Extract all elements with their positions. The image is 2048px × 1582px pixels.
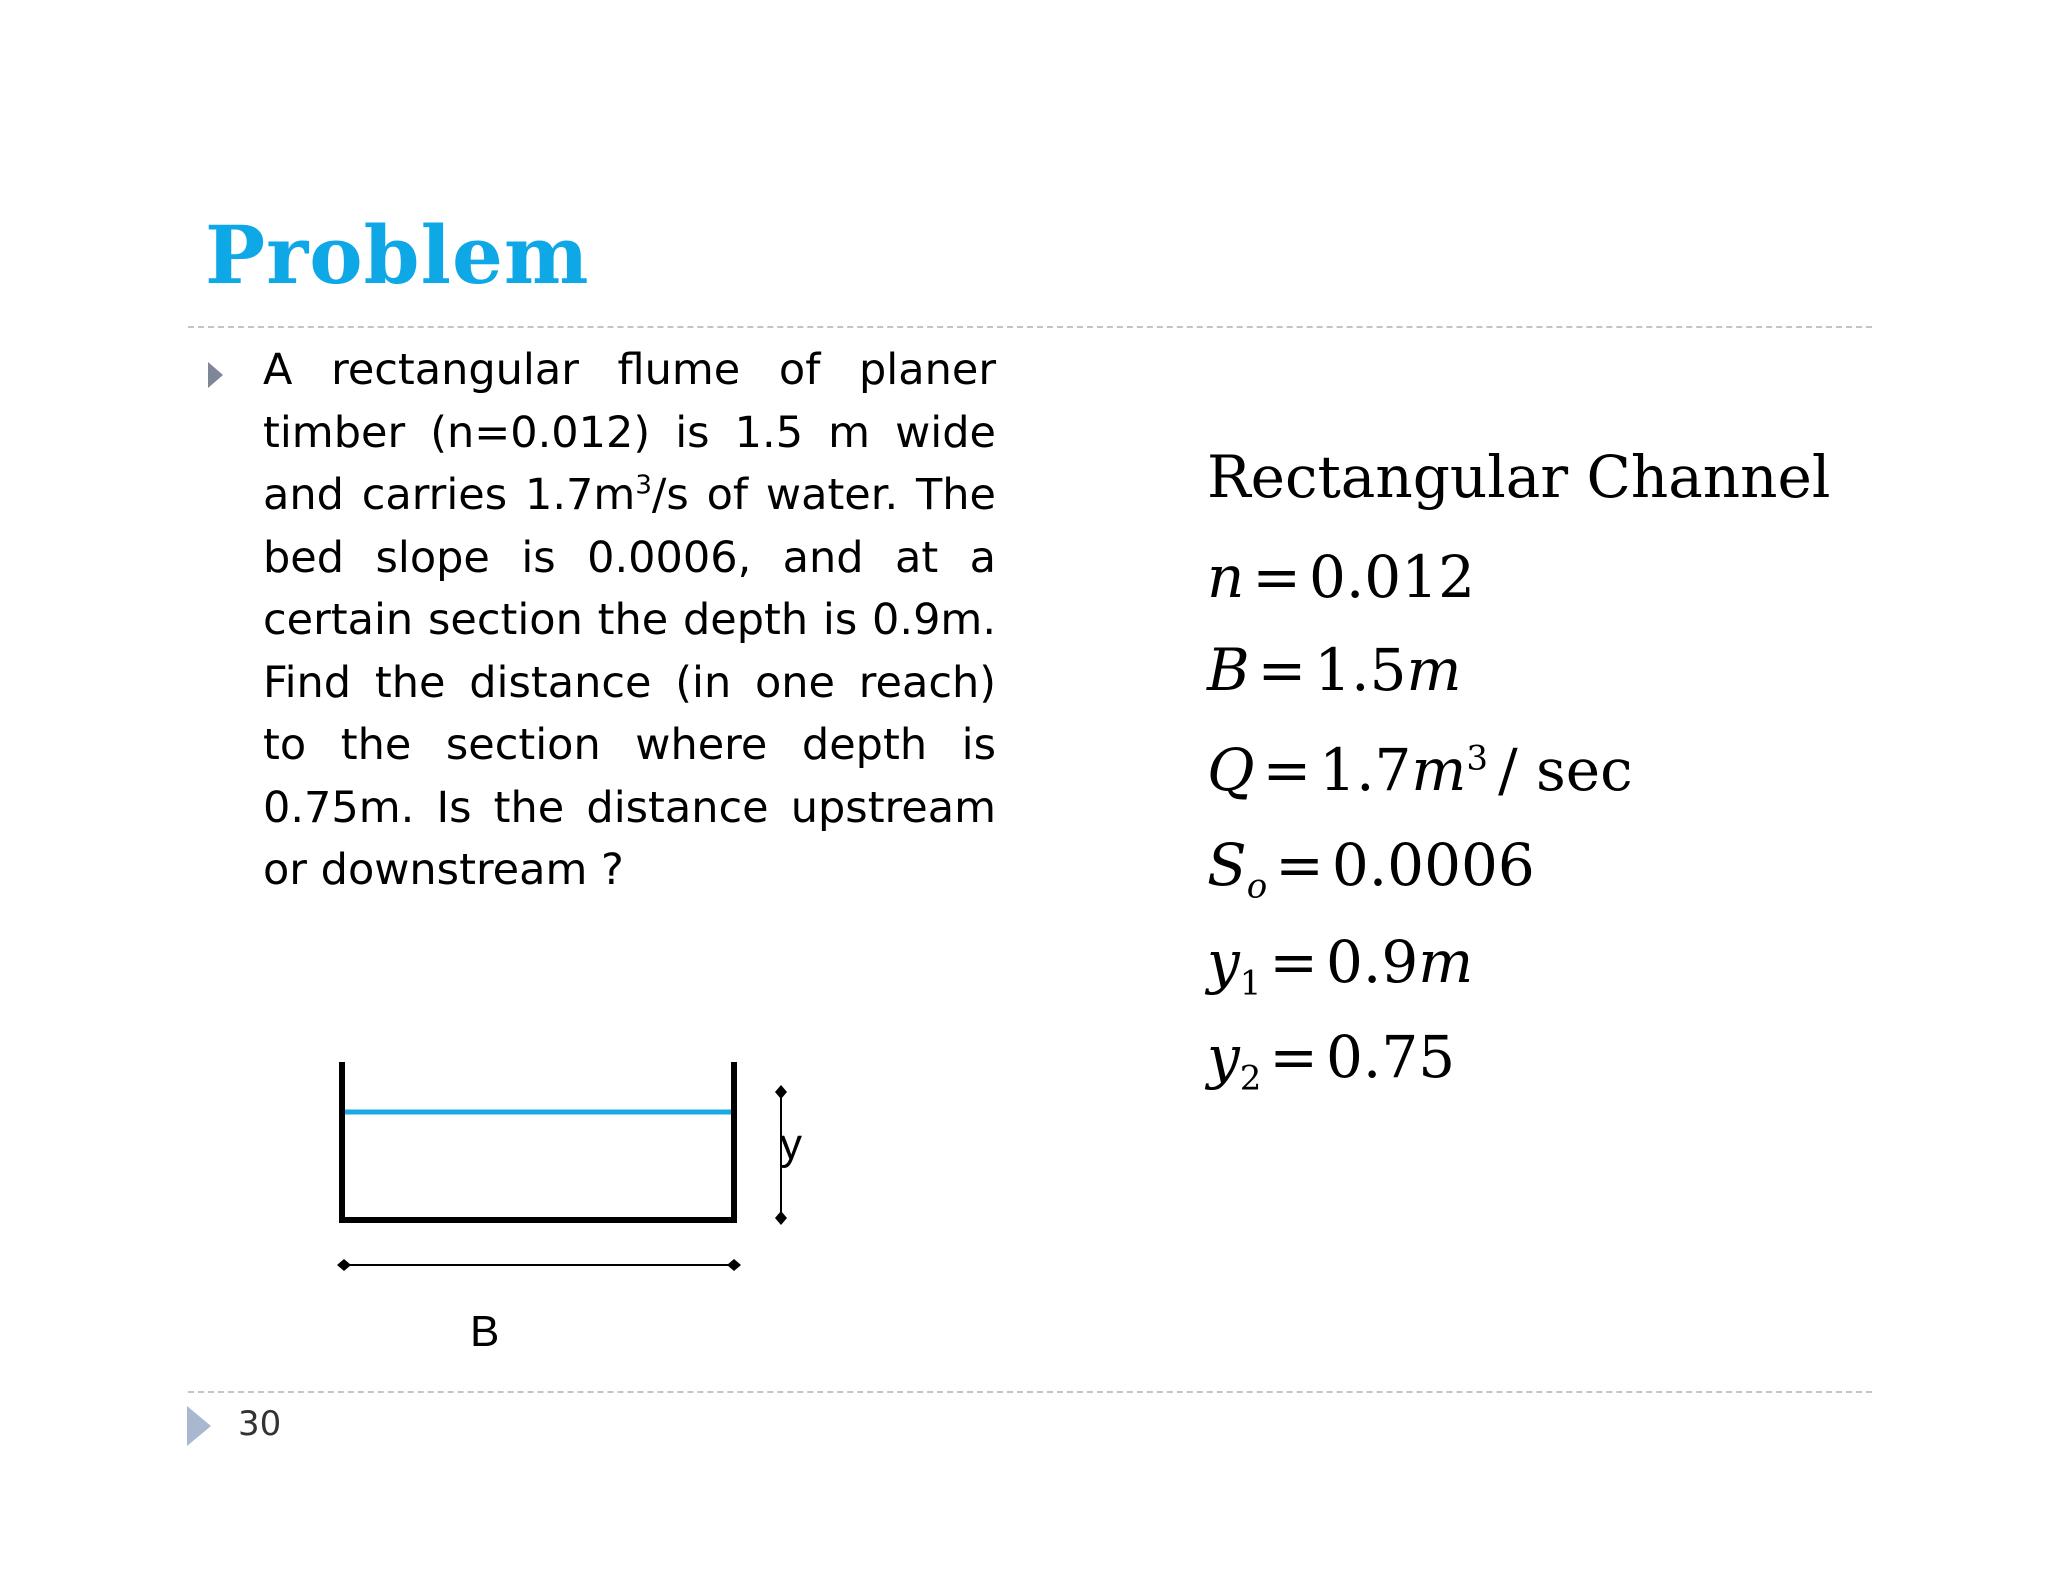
equation-q-value: 1.7 xyxy=(1319,736,1412,804)
problem-text-part-2: /s of water. The bed slope is 0.0006, and at a certain section the depth is 0.9m. Find the distance (in one reach) to the section where depth is 0.75m. Is the distance upstream or downstream ? xyxy=(263,470,996,895)
equation-so xyxy=(1207,831,1535,907)
equation-y1 xyxy=(1207,928,1474,1004)
diagram-label-y: y xyxy=(780,1120,802,1169)
equation-y2-sub: 2 xyxy=(1239,1058,1262,1099)
equation-q-tail: / sec xyxy=(1498,736,1633,804)
equation-y2 xyxy=(1207,1023,1456,1099)
equation-y1-var: y xyxy=(1207,928,1240,996)
equation-so-value: 0.0006 xyxy=(1331,831,1535,899)
equation-so-sub: o xyxy=(1246,866,1268,907)
channel-walls xyxy=(342,1062,734,1220)
given-heading: Rectangular Channel xyxy=(1207,443,1831,511)
equation-y2-sign: = xyxy=(1269,1023,1319,1091)
top-divider xyxy=(188,326,1872,328)
equation-n-sign: = xyxy=(1252,543,1301,611)
width-dimension-right-marker xyxy=(727,1259,741,1271)
equation-y1-sub: 1 xyxy=(1239,963,1262,1004)
equation-b-sign: = xyxy=(1257,636,1307,704)
given-values xyxy=(1207,443,1831,1099)
equation-y1-value: 0.9 xyxy=(1326,928,1419,996)
problem-text-part-1: A rectangular flume of planer timber (n=0.012) is 1.5 m wide and carries 1.7m xyxy=(263,345,996,520)
depth-dimension-top-marker xyxy=(775,1085,787,1099)
page-number: 30 xyxy=(238,1404,282,1444)
slide-title: Problem xyxy=(205,208,590,302)
equation-b-value: 1.5 xyxy=(1314,636,1407,704)
equation-so-sign: = xyxy=(1275,831,1324,899)
channel-diagram xyxy=(320,1040,800,1280)
equation-so-var: S xyxy=(1207,831,1247,899)
page-arrow-icon xyxy=(187,1406,211,1446)
equation-q xyxy=(1207,736,1633,804)
equation-q-var: Q xyxy=(1207,736,1255,804)
equation-q-unit: m xyxy=(1411,736,1467,804)
equation-b-var: B xyxy=(1207,636,1250,704)
equation-y1-unit: m xyxy=(1418,928,1474,996)
equation-q-exponent: 3 xyxy=(1466,738,1489,779)
equation-n xyxy=(1207,543,1476,611)
equation-b xyxy=(1207,636,1462,704)
bottom-divider xyxy=(188,1391,1872,1393)
equation-y2-var: y xyxy=(1207,1023,1240,1091)
equation-n-value: 0.012 xyxy=(1308,543,1476,611)
diagram-label-b: B xyxy=(470,1307,500,1356)
equation-n-var: n xyxy=(1207,543,1245,611)
equation-b-unit: m xyxy=(1406,636,1462,704)
depth-dimension-bottom-marker xyxy=(775,1211,787,1225)
bullet-arrow-icon xyxy=(208,362,223,388)
problem-text-superscript: 3 xyxy=(635,470,652,501)
problem-statement xyxy=(263,339,996,902)
equation-q-sign: = xyxy=(1262,736,1312,804)
equation-y1-sign: = xyxy=(1269,928,1319,996)
width-dimension-left-marker xyxy=(337,1259,351,1271)
equation-y2-value: 0.75 xyxy=(1326,1023,1456,1091)
